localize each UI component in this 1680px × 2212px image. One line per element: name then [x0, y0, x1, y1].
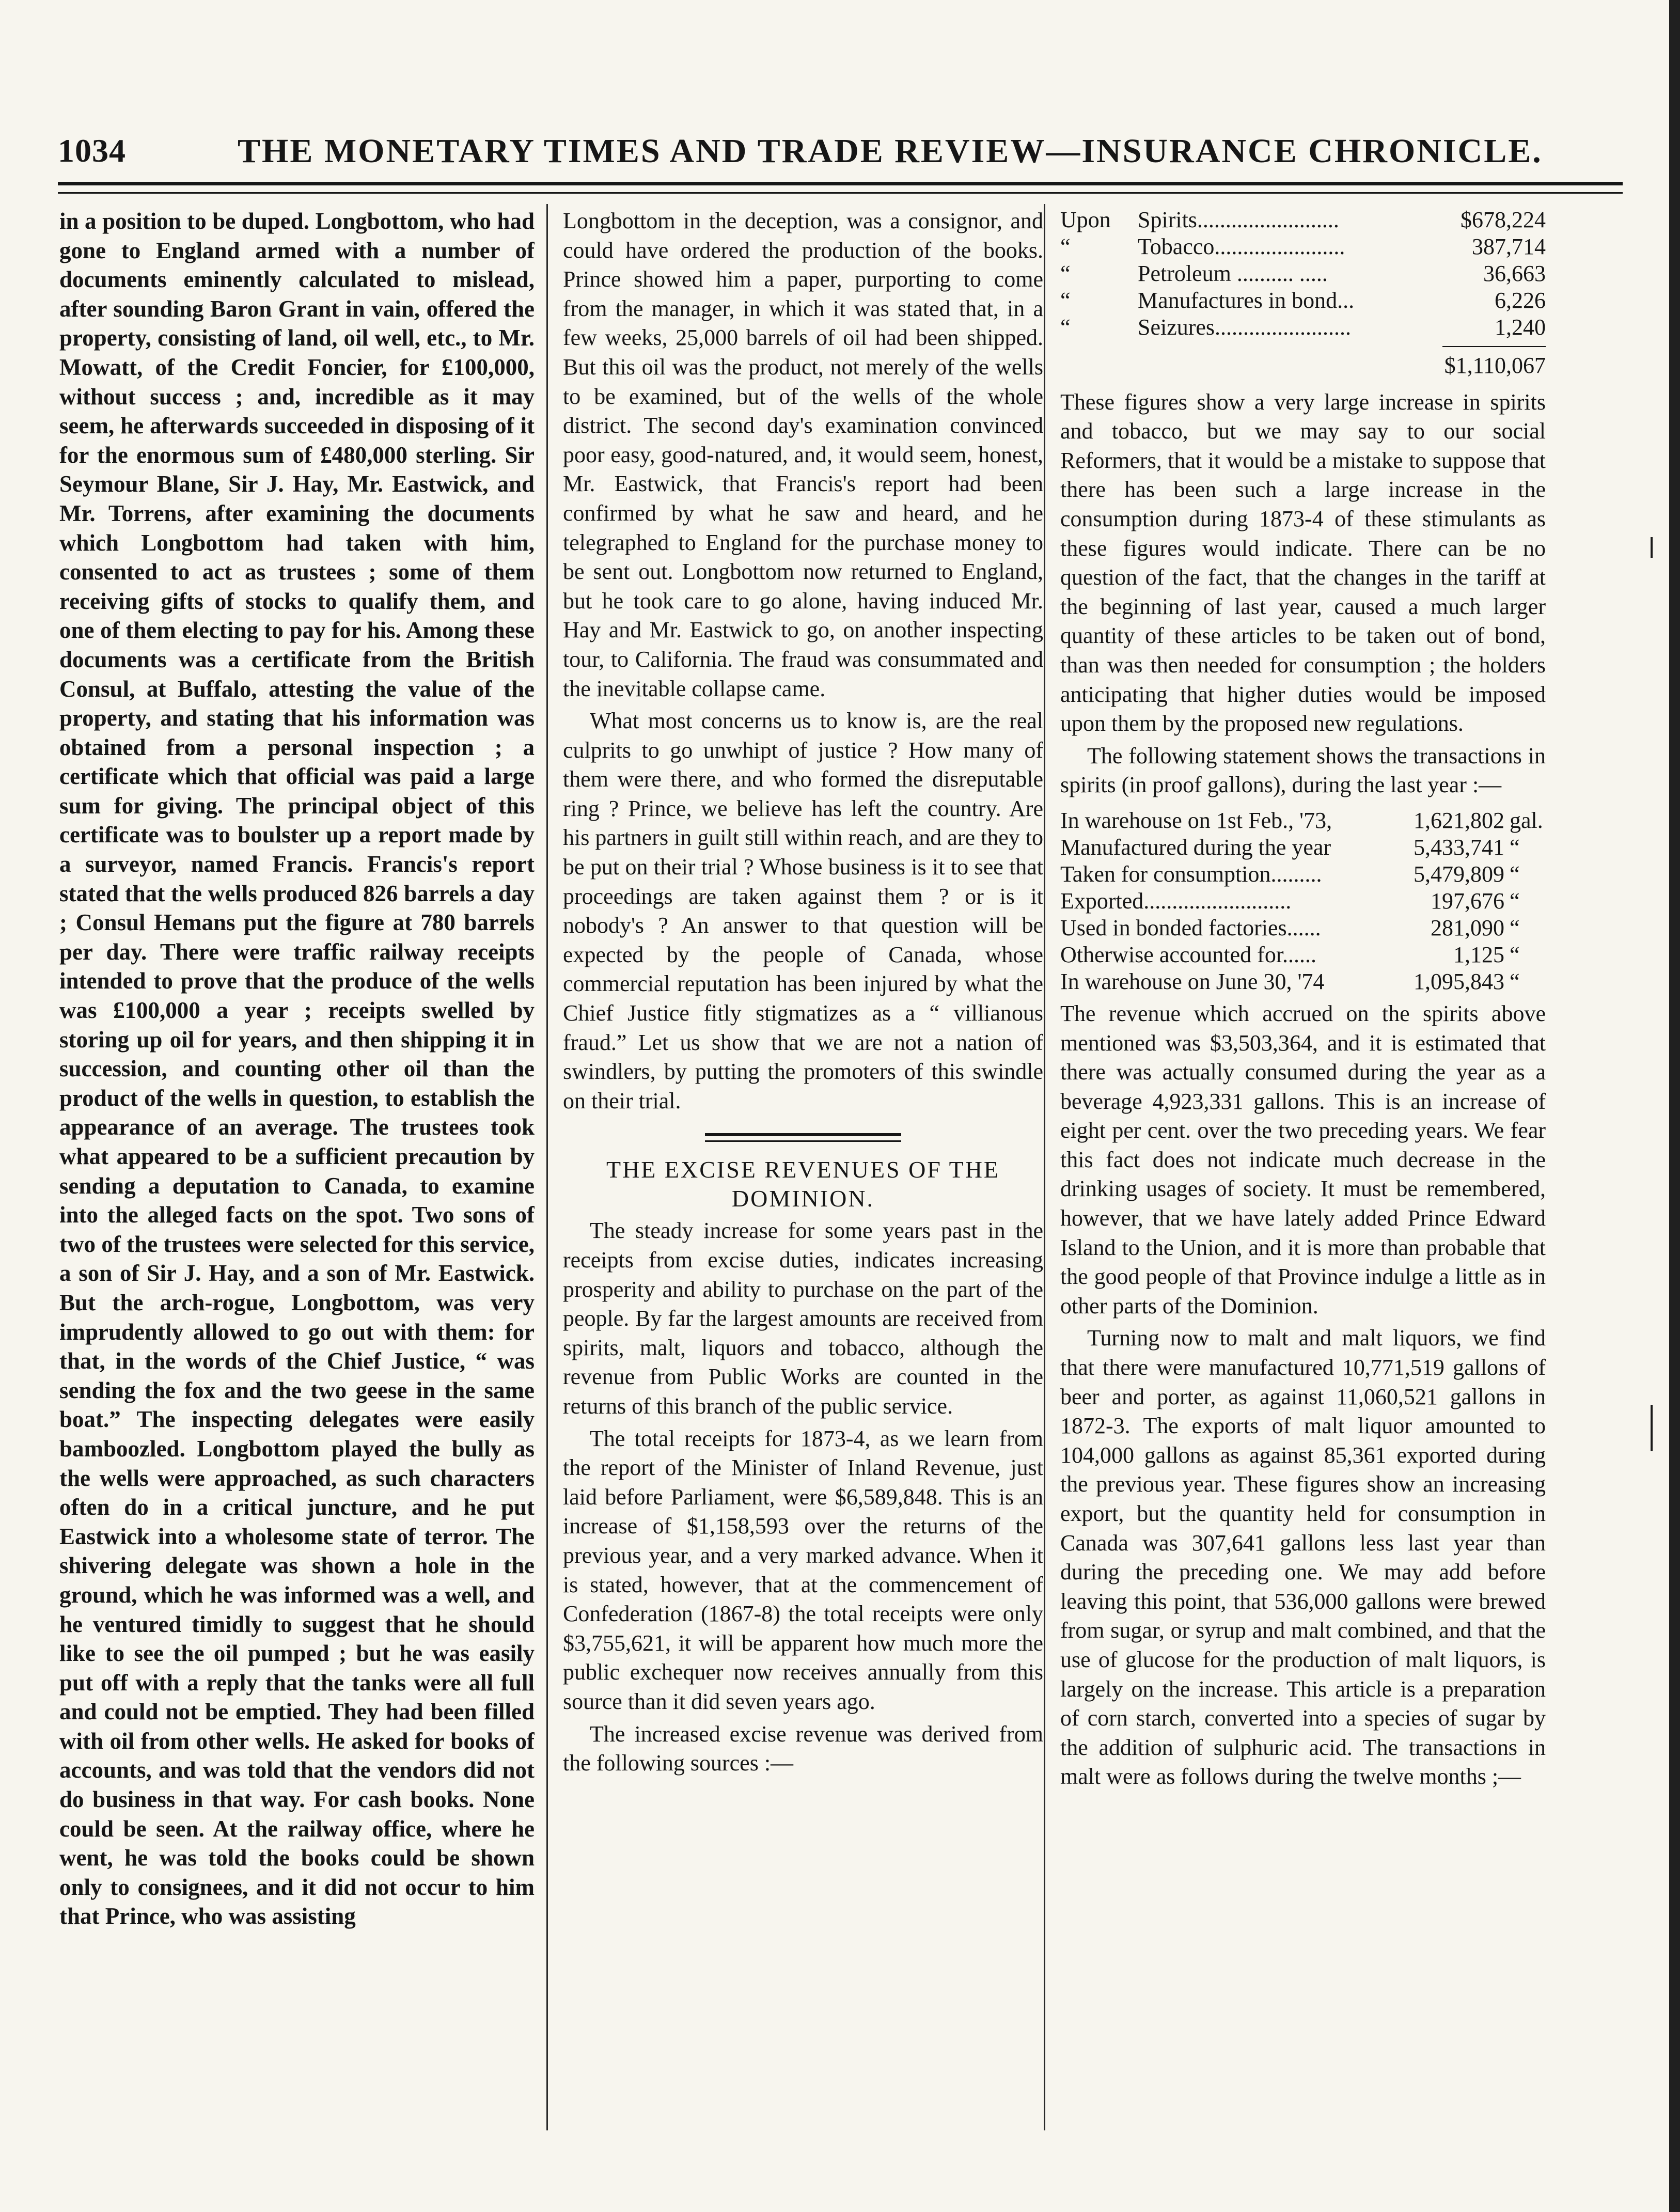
spirits-transactions-table	[1060, 807, 1546, 995]
row-unit: “	[1510, 834, 1520, 860]
row-value: 1,240	[1495, 315, 1546, 340]
excise-source-row	[1060, 233, 1546, 260]
row-lead: “	[1060, 288, 1071, 313]
spirits-row	[1060, 807, 1546, 834]
row-lead: “	[1060, 234, 1071, 259]
row-label: Taken for consumption.........	[1060, 861, 1322, 887]
row-value: 1,621,802	[1414, 807, 1504, 833]
row-label: In warehouse on 1st Feb., '73,	[1060, 807, 1332, 833]
row-unit: gal.	[1510, 807, 1543, 833]
row-label: Seizures........................	[1138, 315, 1352, 340]
article-paragraph: These figures show a very large increase in spirits and tobacco, but we may say to our social Reformers, that it would be a mistake to suppose that there has been such a large increase in the consumption during 1873-4 of these stimulants as these figures would indicate. There can be no question of the fact, that the changes in the tariff at the beginning of last year, caused a much larger quantity of these articles to be taken out of bond, than was then needed for consumption ; the holders anticipating that higher duties would be imposed upon them by the proposed new regulations.	[1060, 389, 1546, 736]
section-paragraph: The increased excise revenue was derived from the following sources :—	[563, 1721, 1043, 1776]
page-number: 1034	[58, 132, 126, 169]
excise-total-value: $1,110,067	[1442, 346, 1546, 381]
row-label: Used in bonded factories......	[1060, 915, 1321, 940]
row-label: Manufactured during the year	[1060, 834, 1331, 860]
row-unit: “	[1510, 861, 1520, 887]
margin-mark	[1651, 1405, 1653, 1451]
header-rule	[58, 182, 1623, 185]
column-divider-left	[546, 204, 548, 2130]
running-title: THE MONETARY TIMES AND TRADE REVIEW—INSURANCE CHRONICLE.	[238, 132, 1543, 170]
excise-source-row	[1060, 207, 1546, 233]
row-label: Exported..........................	[1060, 888, 1292, 914]
spirits-row	[1060, 888, 1546, 915]
row-label: In warehouse on June 30, '74	[1060, 968, 1325, 994]
section-paragraph: The total receipts for 1873-4, as we learn from the report of the Minister of Inland Revenue, just laid before Parliament, were $6,589,848. This is an increase of $1,158,593 over the returns of the previous year, and a very marked advance. When it is stated, however, that at the commencement of Confederation (1867-8) the total receipts were only $3,755,621, it will be apparent how much more the public exchequer now receives annually from this source than it did seven years ago.	[563, 1425, 1043, 1714]
column-3	[1060, 207, 1546, 2138]
row-lead: Upon	[1060, 207, 1111, 232]
column-divider-right	[1044, 204, 1045, 2130]
row-lead: “	[1060, 315, 1071, 340]
row-unit: “	[1510, 968, 1520, 994]
excise-source-row	[1060, 260, 1546, 287]
row-unit: “	[1510, 888, 1520, 914]
row-value: 6,226	[1495, 288, 1546, 313]
section-heading: THE EXCISE REVENUES OF THE DOMINION.	[606, 1156, 1000, 1212]
row-value: $678,224	[1461, 207, 1546, 232]
excise-total	[1060, 346, 1546, 381]
row-label: Petroleum .......... .....	[1138, 261, 1328, 286]
excise-sources-table	[1060, 207, 1546, 341]
row-label: Manufactures in bond...	[1138, 288, 1355, 313]
article-paragraph: What most concerns us to know is, are the real culprits to go unwhipt of justice ? How many of them were there, and who formed the disreputable ring ? Prince, we believe has left the country. Are his partners in guilt still within reach, and are they to be put on their trial ? Whose business is it to see that proceedings are taken against them ? or is it nobody's ? An answer to that question will be expected by the people of Canada, whose commercial reputation has been injured by what the Chief Justice fitly stigmatizes as a “ villianous fraud.” Let us show that we are not a nation of swindlers, by putting the promoters of this swindle on their trial.	[563, 708, 1043, 1113]
row-value: 5,479,809	[1414, 861, 1504, 887]
row-lead: “	[1060, 261, 1071, 286]
column-1	[59, 207, 535, 2138]
row-unit: “	[1510, 942, 1520, 967]
excise-source-row	[1060, 314, 1546, 341]
row-unit: “	[1510, 915, 1520, 940]
article-paragraph: The revenue which accrued on the spirits above mentioned was $3,503,364, and it is estimated that there was actually consumed during the year as a beverage 4,923,331 gallons. This is an increase of eight per cent. over the two preceding years. We fear this fact does not indicate much decrease in the drinking usages of society. It must be remembered, however, that we have lately added Prince Edward Island to the Union, and it is more than probable that the good people of that Province indulge a little as in other parts of the Dominion.	[1060, 1000, 1546, 1319]
scan-edge	[1669, 0, 1680, 2212]
article-paragraph: in a position to be duped. Longbottom, who had gone to England armed with a number of documents eminently calculated to mislead, after sounding Baron Grant in vain, offered the property, consisting of land, oil well, etc., to Mr. Mowatt, of the Credit Foncier, for £100,000, without success ; and, incredible as it may seem, he afterwards succeeded in disposing of it for the enormous sum of £480,000 sterling. Sir Seymour Blane, Sir J. Hay, Mr. Eastwick, and Mr. Torrens, after examining the documents which Longbottom had taken with him, consented to act as trustees ; some of them receiving gifts of stocks to qualify them, and one of them electing to pay for his. Among these documents was a certificate from the British Consul, at Buffalo, attesting the value of the property, and stating that his information was obtained from a personal inspection ; a certificate which that official was paid a large sum for giving. The principal object of this certificate was to boulster up a report made by a surveyor, named Francis. Francis's report stated that the wells produced 826 barrels a day ; Consul Hemans put the figure at 780 barrels per day. There were traffic railway receipts intended to prove that the produce of the wells was £100,000 a year ; receipts swelled by storing up oil for years, and then shipping it in succession, and counting other oil than the product of the wells in question, to establish the appearance of an average. The trustees took what appeared to be a sufficient precaution by sending a deputation to Canada, to examine into the alleged facts on the spot. Two sons of two of the trustees were selected for this service, a son of Sir J. Hay, and a son of Mr. Eastwick. But the arch-rogue, Longbottom, was very imprudently allowed to go out with them: for that, in the words of the Chief Justice, “ was sending the fox and the two geese in the same boat.” The inspecting delegates were easily bamboozled. Longbottom played the bully as the wells were approached, as such characters often do in a critical juncture, and he put Eastwick into a wholesome state of terror. The shivering delegate was shown a hole in the ground, which he was informed was a well, and he ventured timidly to suggest that he should like to see the oil pumped ; but he was easily put off with a reply that the tanks were all full and could not be emptied. They had been filled with oil from other wells. He asked for books of accounts, and was told that the vendors did not do business in that way. For cash books. None could be seen. At the railway office, where he went, he was told the books could be shown only to consignees, and it did not occur to him that Prince, who was assisting	[59, 208, 535, 1929]
row-value: 5,433,741	[1414, 834, 1504, 860]
margin-mark	[1651, 537, 1653, 558]
row-value: 387,714	[1472, 234, 1546, 259]
row-value: 1,125	[1453, 942, 1504, 967]
column-2	[563, 207, 1043, 2138]
spirits-row	[1060, 915, 1546, 942]
row-label: Spirits.........................	[1138, 207, 1339, 232]
article-paragraph: Longbottom in the deception, was a consignor, and could have ordered the production of the books. Prince showed him a paper, purporting to come from the manager, in which it was stated that, in a few weeks, 25,000 barrels of oil had been shipped. But this oil was the product, not merely of the wells to be examined, but of the wells of the whole district. The second day's examination convinced poor easy, good-natured, and, it would seem, honest, Mr. Eastwick, that Francis's report had been confirmed by what he saw and heard, and he telegraphed to England for the purchase money to be sent out. Longbottom now returned to England, but he took care to go alone, having induced Mr. Hay and Mr. Eastwick to go, on another inspecting tour, to California. The fraud was consummated and the inevitable collapse came.	[563, 208, 1043, 701]
section-divider-ornament	[705, 1133, 901, 1142]
row-label: Otherwise accounted for......	[1060, 942, 1317, 967]
spirits-row	[1060, 834, 1546, 861]
excise-source-row	[1060, 287, 1546, 314]
article-paragraph: The following statement shows the transactions in spirits (in proof gallons), during the last year :—	[1060, 743, 1546, 798]
header-rule-thin	[58, 192, 1623, 194]
row-label: Tobacco.......................	[1138, 234, 1345, 259]
spirits-row	[1060, 942, 1546, 968]
row-value: 281,090	[1431, 915, 1504, 940]
section-paragraph: The steady increase for some years past in the receipts from excise duties, indicates increasing prosperity and ability to purchase on the part of the people. By far the largest amounts are received from spirits, malt, liquors and tobacco, although the revenue from Public Works are counted in the returns of this branch of the public service.	[563, 1218, 1043, 1419]
spirits-row	[1060, 968, 1546, 995]
row-value: 197,676	[1431, 888, 1504, 914]
spirits-row	[1060, 861, 1546, 888]
row-value: 36,663	[1483, 261, 1546, 286]
article-paragraph: Turning now to malt and malt liquors, we find that there were manufactured 10,771,519 gallons of beer and porter, as against 11,060,521 gallons in 1872-3. The exports of malt liquor amounted to 104,000 gallons as against 85,361 exported during the previous year. These figures show an increasing export, but the quantity held for consumption in Canada was 307,641 gallons less last year than during the preceding one. We may add before leaving this point, that 536,000 gallons were brewed from sugar, or syrup and malt combined, and that the use of glucose for the production of malt liquors, is largely on the increase. This article is a preparation of corn starch, converted into a species of sugar by the addition of sulphuric acid. The transactions in malt were as follows during the twelve months ;—	[1060, 1325, 1546, 1790]
row-value: 1,095,843	[1414, 968, 1504, 994]
